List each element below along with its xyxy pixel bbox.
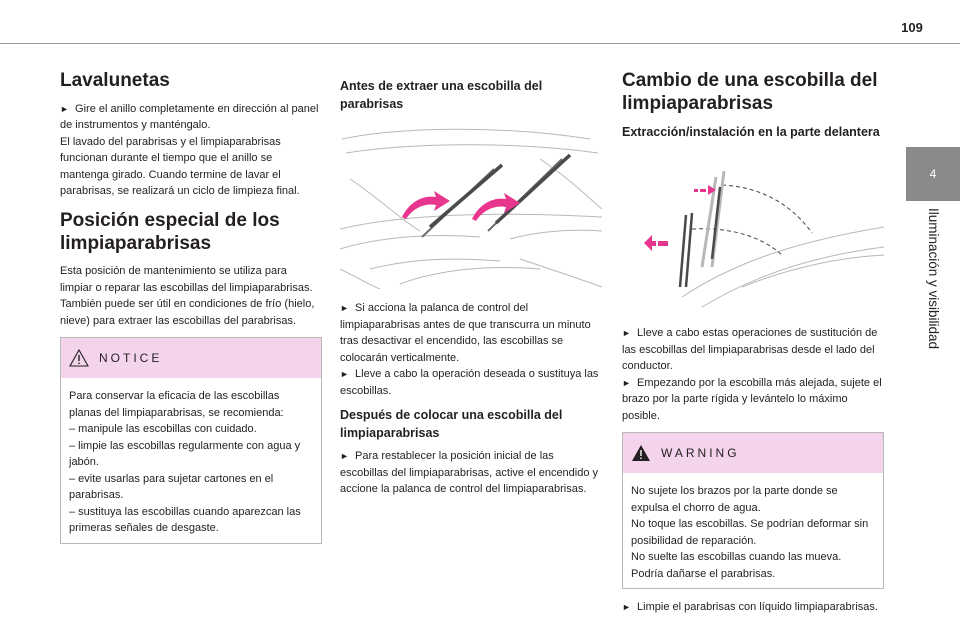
bullet-arrow-icon: ► bbox=[60, 103, 69, 114]
notice-label: NOTICE bbox=[99, 351, 163, 366]
warning-triangle-icon bbox=[631, 444, 651, 462]
bullet-arrow-icon: ► bbox=[622, 602, 631, 613]
notice-header bbox=[61, 338, 321, 378]
notice-item: – manipule las escobillas con cuidado. bbox=[69, 423, 257, 436]
warning-line: No suelte las escobillas cuando las mueva. Podría dañarse el parabrisas. bbox=[631, 551, 842, 580]
column-middle bbox=[340, 78, 602, 506]
column-left bbox=[60, 70, 322, 552]
antes-step-1 bbox=[340, 300, 602, 399]
notice-item: – evite usarlas para sujetar cartones en el parabrisas. bbox=[69, 472, 274, 502]
bullet-arrow-icon: ► bbox=[622, 328, 631, 339]
lavalunetas-para: El lavado del parabrisas y el limpiaparabrisas funcionan durante el tiempo que el anillo se mantenga girado. Cuando termine de lavar el parabrisas, se realizará un ciclo de limpieza final. bbox=[60, 135, 300, 198]
cambio-step-3 bbox=[622, 599, 884, 616]
antes-step-2-text: Lleve a cabo la operación deseada o sustituya las escobillas. bbox=[340, 368, 599, 397]
warning-line: No toque las escobillas. Se podrían deformar sin posibilidad de reparación. bbox=[631, 518, 869, 547]
cambio-step-3-text: Limpie el parabrisas con líquido limpiaparabrisas. bbox=[637, 601, 878, 614]
lavalunetas-step bbox=[60, 101, 322, 200]
posicion-para: Esta posición de mantenimiento se utiliza para limpiar o reparar las escobillas del limpiaparabrisas. También puede ser útil en condiciones de frío (hielo, nieve) para extraer las escobillas del parabrisas. bbox=[60, 265, 315, 327]
heading-extraccion: Extracción/instalación en la parte delantera bbox=[622, 124, 880, 139]
warning-box bbox=[622, 432, 884, 589]
windshield-wipers-illustration bbox=[340, 119, 602, 289]
antes-step-1-text: Si acciona la palanca de control del limpiaparabrisas antes de que transcurra un minuto tras desactivar el encendido, las escobillas se colocarán verticalmente. bbox=[340, 302, 591, 364]
warning-body bbox=[623, 473, 883, 588]
bullet-arrow-icon: ► bbox=[340, 303, 349, 313]
chapter-side-label bbox=[918, 208, 948, 398]
cambio-step-2-text: Empezando por la escobilla más alejada, sujete el brazo por la parte rígida y levántelo lo máximo posible. bbox=[622, 376, 882, 422]
chapter-title: Iluminación y visibilidad bbox=[926, 208, 941, 350]
heading-lavalunetas: Lavalunetas bbox=[60, 70, 170, 91]
chapter-tab bbox=[906, 147, 960, 201]
chapter-tab-number: 4 bbox=[929, 167, 937, 181]
warning-line: No sujete los brazos por la parte donde se expulsa el chorro de agua. bbox=[631, 485, 838, 514]
heading-antes: Antes de extraer una escobilla del parabrisas bbox=[340, 79, 543, 111]
notice-item: – sustituya las escobillas cuando aparezcan las primeras señales de desgaste. bbox=[69, 505, 301, 535]
header-divider bbox=[0, 43, 960, 44]
cambio-steps bbox=[622, 325, 884, 424]
notice-body bbox=[61, 378, 321, 543]
warning-header bbox=[623, 433, 883, 473]
page-number: 109 bbox=[901, 20, 923, 35]
notice-intro: Para conservar la eficacia de las escobillas planas del limpiaparabrisas, se recomienda: bbox=[69, 390, 284, 419]
warning-triangle-icon bbox=[69, 349, 89, 367]
bullet-arrow-icon: ► bbox=[622, 377, 631, 388]
heading-posicion-especial: Posición especial de los limpiaparabrisas bbox=[60, 209, 280, 254]
wiper-lift-illustration bbox=[622, 147, 884, 312]
despues-step bbox=[340, 448, 602, 498]
cambio-step-1-text: Lleve a cabo estas operaciones de sustitución de las escobillas del limpiaparabrisas desde el lado del conductor. bbox=[622, 327, 878, 373]
column-right bbox=[622, 70, 884, 624]
lavalunetas-step-text: Gire el anillo completamente en dirección al panel de instrumentos y manténgalo. bbox=[60, 102, 319, 132]
despues-step-text: Para restablecer la posición inicial de las escobillas del limpiaparabrisas, active el encendido y accione la palanca de control del limpiaparabrisas. bbox=[340, 450, 599, 495]
heading-despues: Después de colocar una escobilla del limpiaparabrisas bbox=[340, 408, 563, 440]
bullet-arrow-icon: ► bbox=[340, 451, 349, 461]
heading-cambio: Cambio de una escobilla del limpiaparabrisas bbox=[622, 70, 878, 114]
notice-box bbox=[60, 337, 322, 544]
warning-label: WARNING bbox=[661, 446, 740, 461]
notice-item: – limpie las escobillas regularmente con agua y jabón. bbox=[69, 439, 301, 469]
bullet-arrow-icon: ► bbox=[340, 369, 349, 379]
